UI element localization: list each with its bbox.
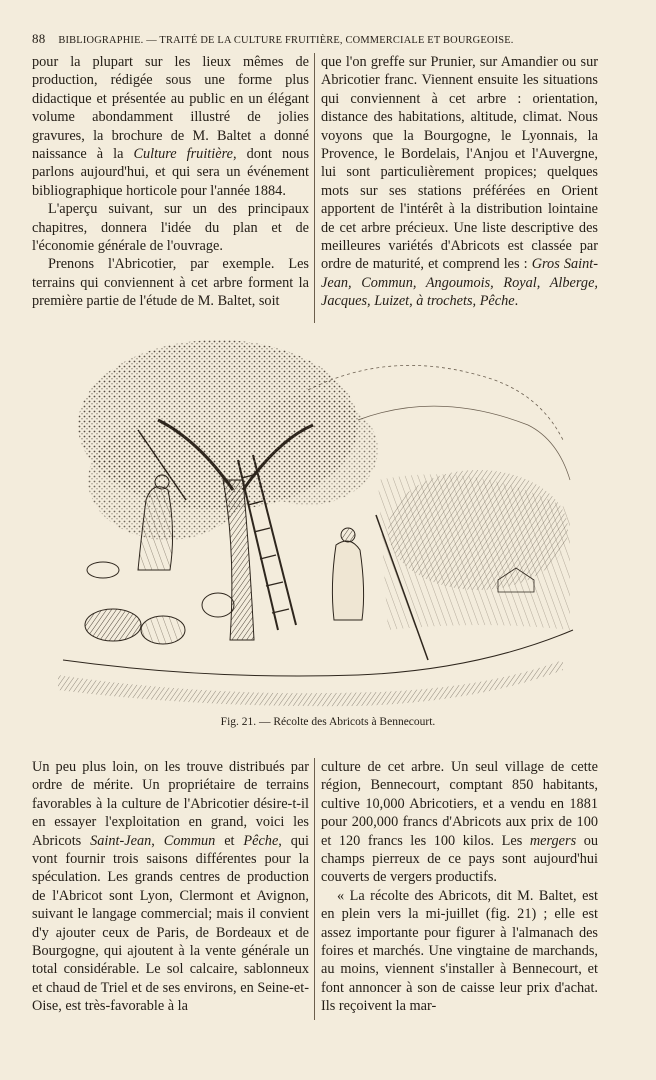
paragraph: Prenons l'Abricotier, par exemple. Les terrains qui conviennent à cet arbre forment la première partie de l'étude de M. Baltet, soit [32, 256, 309, 310]
running-title: BIBLIOGRAPHIE. — TRAITÉ DE LA CULTURE FRUITIÈRE, COMMERCIALE ET BOURGEOISE. [58, 35, 514, 46]
top-right-column [321, 53, 598, 311]
paragraph: L'aperçu suivant, sur un des principaux chapitres, donnera l'idée du plan et de l'économie générale de l'ouvrage. [32, 201, 309, 255]
page-number: 88 [32, 31, 46, 46]
paragraph: « La récolte des Abricots, dit M. Baltet, est en plein vers la mi-juillet (fig. 21) ; elle est assez importante pour figurer à l'almanach des foires et marchés. Une vingtaine de marchands, au moins, viennent s'installer à Bennecourt, et font annoncer à son de caisse leur prix d'achat. Ils reçoivent la mar- [321, 887, 598, 1015]
column-divider [314, 758, 315, 1020]
column-divider [314, 53, 315, 323]
paragraph: Un peu plus loin, on les trouve distribués par ordre de mérite. Un propriétaire de terrains favorables à la culture de l'Abricotier désire-t-il en essayer l'exploitation en grand, voici les Abricots Saint-Jean, Commun et Pêche, qui vont fournir trois saisons différentes pour la spéculation. Les grands centres de production de l'Abricot sont Lyon, Clermont et Avignon, suivant le langage commercial; mais il convient d'y ajouter ceux de Paris, de Bordeaux et de Bourgogne, qui ajoutent à la vente générale un total considérable. Le sol calcaire, sablonneux et chaud de Triel et de ses environs, en Seine-et-Oise, est très-favorable à la [32, 759, 310, 1015]
paragraph: que l'on greffe sur Prunier, sur Amandier ou sur Abricotier franc. Viennent ensuite les situations qui conviennent à cet arbre : orientation, distance des habitations, altitude, climat. Nous voyons que la Bourgogne, le Lyonnais, la Provence, le Bordelais, l'Anjou et l'Auvergne, lui sont particulièrement propices; quelques mots sur ses stations préférées en Orient apportent de l'intérêt à la distribution lointaine de cet arbre précieux. Une liste descriptive des meilleures variétés d'Abricots est classée par ordre de maturité, et comprend les : Gros Saint-Jean, Commun, Angoumois, Royal, Alberge, Jacques, Luizet, à trochets, Pêche. [321, 54, 598, 310]
apricot-harvest-engraving [58, 330, 578, 710]
figure-caption [0, 716, 656, 728]
top-left-column [32, 53, 309, 311]
book-title: Culture fruitière [133, 146, 233, 163]
figure-label: Fig. 21. [220, 716, 257, 728]
variety-list: Gros Saint-Jean, Commun, Angoumois, Royal, Alberge, Jacques, Luizet, à trochets, Pêche [321, 256, 598, 310]
paragraph: culture de cet arbre. Un seul village de cette région, Bennecourt, comptant 850 habitants, cultive 10,000 Abricotiers, et a vendu en 1881 pour 200,000 francs d'Abricots aux prix de 100 et 120 francs les 100 kilos. Les mergers ou champs pierreux de ce pays sont aujourd'hui couverts de vergers productifs. [321, 759, 598, 886]
bottom-left-column [32, 758, 309, 1016]
bottom-right-column [321, 758, 598, 1016]
paragraph: pour la plupart sur les lieux mêmes de production, rédigée sous une forme plus didactique et présentée au public en un élégant volume abondamment illustré de jolies gravures, la brochure de M. Baltet a donné naissance à la Culture fruitière, dont nous parlons aujourd'hui, et qui sera un événement bibliographique horticole pour l'année 1884. [32, 54, 310, 199]
running-header [32, 31, 592, 47]
figure-caption-text: — Récolte des Abricots à Bennecourt. [259, 716, 436, 728]
